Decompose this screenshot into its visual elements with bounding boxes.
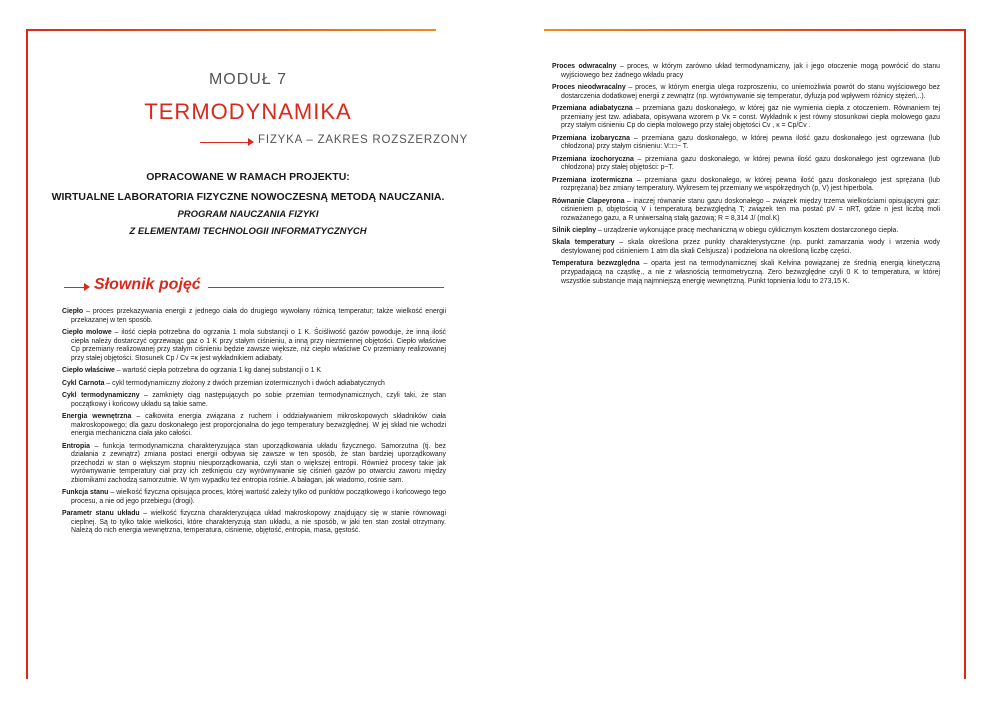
glossary-entry xyxy=(552,105,940,131)
project-intro: OPRACOWANE W RAMACH PROJEKTU: xyxy=(146,171,350,183)
glossary-entry xyxy=(62,367,446,376)
glossary-entry xyxy=(552,239,940,256)
glossary-term: Przemiana izobaryczna xyxy=(552,134,630,142)
glossary-term: Silnik cieplny xyxy=(552,227,597,235)
glossary-entry xyxy=(552,84,940,101)
glossary-definition: – skala określona przez punkty charakterystyczne (np. punkt zamarzania wody i wrzenia wody destylowanej pod ciśnieniem 1 atm dla skali Celsjusza) i podzielona na określoną liczbę części. xyxy=(561,239,940,256)
glossary-entry xyxy=(62,443,446,486)
glossary-definition: – wielkość fizyczna charakteryzująca układ makroskopowy znajdujący się w stanie równowagi cieplnej. Są to tylko takie wielkości, które charakteryzują stan układu, a nie sposób, w jaki ten stan został otrzymany. Należą do nich energia wewnętrzna, temperatura, ciśnienie, objętość, entropia, masa, gęstość. xyxy=(71,510,446,535)
program-line-1: PROGRAM NAUCZANIA FIZYKI xyxy=(177,209,319,220)
glossary-entry xyxy=(552,177,940,194)
glossary-definition: – proces przekazywania energii z jednego ciała do drugiego wywołany różnicą temperatur; także wielkość energii przekazanej w ten sposób. xyxy=(71,308,446,324)
glossary-term: Energia wewnętrzna xyxy=(62,412,132,420)
glossary-entry xyxy=(552,260,940,286)
project-title: WIRTUALNE LABORATORIA FIZYCZNE NOWOCZESNĄ METODĄ NAUCZANIA. xyxy=(51,191,445,203)
glossary-entry xyxy=(62,308,446,325)
right-page-side-border xyxy=(964,29,966,679)
glossary-heading xyxy=(64,276,444,298)
glossary-list-left xyxy=(62,308,446,540)
glossary-entry xyxy=(62,489,446,506)
glossary-definition: – zamknięty ciąg następujących po sobie przemian termodynamicznych, czyli taki, że stan początkowy i końcowy układu są takie same. xyxy=(71,391,446,408)
glossary-entry xyxy=(552,156,940,173)
right-page xyxy=(496,0,992,701)
glossary-definition: – przemiana gazu doskonałego, w której pewna ilość gazu doskonałego jest ogrzewana (lub chłodzona) przy stałym ciśnieniu: V□□~ T. xyxy=(561,134,940,151)
glossary-term: Ciepło właściwe xyxy=(62,367,115,375)
subject-line xyxy=(200,142,250,143)
glossary-definition: – funkcja termodynamiczna charakteryzująca stan uporządkowania układu fizycznego. Samorzutna (tj. bez działania z zewnątrz) zmiana postaci energii odbywa się zawsze w ten sposób, że stan bardziej uporządkowany przechodzi w stan o większym stopniu nieuporządkowania, czyli stan o większej entropii. Również procesy takie jak wyrównywanie temperatury ciał przy ich zetknięciu czy wyrównywanie się ciśnień gazów po otwarciu zaworu między zbiornikami zachodzą samorzutnie. W tym wypadku też entropia rośnie. A bałagan, jak wiadomo, rośnie sam. xyxy=(71,442,446,484)
glossary-line-right xyxy=(208,287,444,288)
glossary-term: Cykl termodynamiczny xyxy=(62,391,140,399)
arrow-right-icon xyxy=(248,138,254,146)
page-title: TERMODYNAMIKA xyxy=(144,99,352,124)
glossary-entry xyxy=(62,392,446,409)
glossary-definition: – cykl termodynamiczny złożony z dwóch przemian izotermicznych i dwóch adiabatycznych xyxy=(104,379,385,387)
glossary-definition: – przemiana gazu doskonałego, w której pewna ilość gazu doskonałego jest sprężana (lub rozprężana) bez zmiany temperatury. Wykresem tej przemiany we współrzędnych (p, V) jest hiperbola. xyxy=(561,176,940,193)
glossary-term: Proces nieodwracalny xyxy=(552,83,626,91)
glossary-term: Ciepło molowe xyxy=(62,328,112,336)
glossary-term: Funkcja stanu xyxy=(62,489,109,497)
left-page-top-border xyxy=(26,29,436,31)
glossary-term: Entropia xyxy=(62,442,90,450)
glossary-definition: – całkowita energia związana z ruchem i oddziaływaniem mikroskopowych składników ciała makroskopowego; dla gazu doskonałego jest proporcjonalna do jego temperatury bezwzględnej. W jej skład nie wchodzi energia mechaniczna ciała jako całości. xyxy=(71,412,447,438)
glossary-definition: – urządzenie wykonujące pracę mechaniczną w obiegu cyklicznym kosztem dostarczonego ciepła. xyxy=(596,227,899,235)
arrow-right-icon xyxy=(84,283,90,291)
glossary-entry xyxy=(62,413,446,439)
subject-row xyxy=(200,134,469,150)
glossary-definition: – inaczej równanie stanu gazu doskonałego – związek między trzema wielkościami opisującymi gaz: ciśnieniem p, objętością V i temperaturą bezwzględną T; związek ten ma postać pV = nRT, gdzie n jest liczbą moli rozważanego gazu, a R uniwersalną stałą gazową; R = 8,314 J/ (mol.K) xyxy=(561,197,940,222)
glossary-line-left xyxy=(64,287,86,288)
glossary-definition: – ilość ciepła potrzebna do ogrzania 1 mola substancji o 1 K. Ściśliwość gazów powoduje, że inną ilość ciepła należy dostarczyć ogrzewając gaz o 1 K przy stałym ciśnieniu, a inną przy niezmiennej objętości. Ciepło właściwe Cp przemiany realizowanej przy stałym ciśnieniu będzie zawsze większe, niż ciepło właściwe Cv przemiany realizowanej przy stałej objętości. Stosunek Cp / Cv =κ jest wykładnikiem adiabaty. xyxy=(71,328,446,362)
glossary-term: Temperatura bezwzględna xyxy=(552,260,640,268)
glossary-definition: – proces, w którym energia ulega rozproszeniu, co uniemożliwia powrót do stanu wyjściowego bez dostarczenia dodatkowej energii z zewnątrz (np. wyrównywanie się temperatur, dyfuzja pod wpływem różnicy stężeń,..). xyxy=(561,83,941,100)
glossary-definition: – oparta jest na termodynamicznej skali Kelvina powiązanej ze średnią energią kinetyczną przypadającą na cząstkę., a nie z własnością termometryczną. Zero bezwzględne czyli 0 K to temperatura, w której wszystkie substancje mają najmniejszą energię wewnętrzną. Punkt topnienia lodu to 273,15 K. xyxy=(561,260,940,285)
glossary-definition: – proces, w którym zarówno układ termodynamiczny, jak i jego otoczenie mogą powrócić do stanu wyjściowego bez żadnego wkładu pracy xyxy=(561,63,940,79)
program-line-2: Z ELEMENTAMI TECHNOLOGII INFORMATYCZNYCH xyxy=(129,226,367,237)
glossary-term: Skala temperatury xyxy=(552,239,615,247)
glossary-entry xyxy=(552,135,940,152)
glossary-entry xyxy=(62,510,446,536)
glossary-entry xyxy=(552,63,940,80)
glossary-term: Przemiana izochoryczna xyxy=(552,155,634,163)
glossary-term: Proces odwracalny xyxy=(552,63,617,70)
glossary-term: Przemiana adiabatyczna xyxy=(552,104,633,112)
glossary-entry xyxy=(62,329,446,363)
glossary-definition: – wielkość fizyczna opisująca proces, której wartość zależy tylko od punktów początkowego i końcowego tego procesu, a nie od jego przebiegu (drogi). xyxy=(71,489,446,505)
glossary-term: Równanie Clapeyrona xyxy=(552,197,625,205)
right-page-top-border xyxy=(544,29,966,31)
glossary-list-right xyxy=(552,63,940,290)
glossary-term: Parametr stanu układu xyxy=(62,510,140,518)
glossary-definition: – przemiana gazu doskonałego, w której pewna ilość gazu doskonałego jest ogrzewana (lub chłodzona) przy stałej objętości: p~T. xyxy=(561,155,940,172)
left-page-side-border xyxy=(26,29,28,679)
glossary-entry xyxy=(552,227,940,236)
module-label: MODUŁ 7 xyxy=(208,71,288,88)
glossary-entry xyxy=(552,198,940,224)
glossary-definition: – przemiana gazu doskonałego, w której gaz nie wymienia ciepła z otoczeniem. Równaniem tej przemiany jest tzw. adiabata, opisywana wzorem p Vκ = const. Wykładnik κ jest równy stosunkowi ciepła molowego gazu przy stałym ciśnieniu Cp do ciepła molowego przy stałej objętości Cv , κ = Cp/Cv . xyxy=(561,104,940,130)
glossary-term: Przemiana izotermiczna xyxy=(552,176,633,184)
glossary-definition: – wartość ciepła potrzebna do ogrzania 1 kg danej substancji o 1 K xyxy=(114,367,321,375)
glossary-term: Cykl Carnota xyxy=(62,379,105,387)
subject-label: FIZYKA – ZAKRES ROZSZERZONY xyxy=(258,134,469,146)
glossary-title: Słownik pojęć xyxy=(94,276,201,293)
glossary-term: Ciepło xyxy=(62,308,84,315)
glossary-entry xyxy=(62,380,446,389)
